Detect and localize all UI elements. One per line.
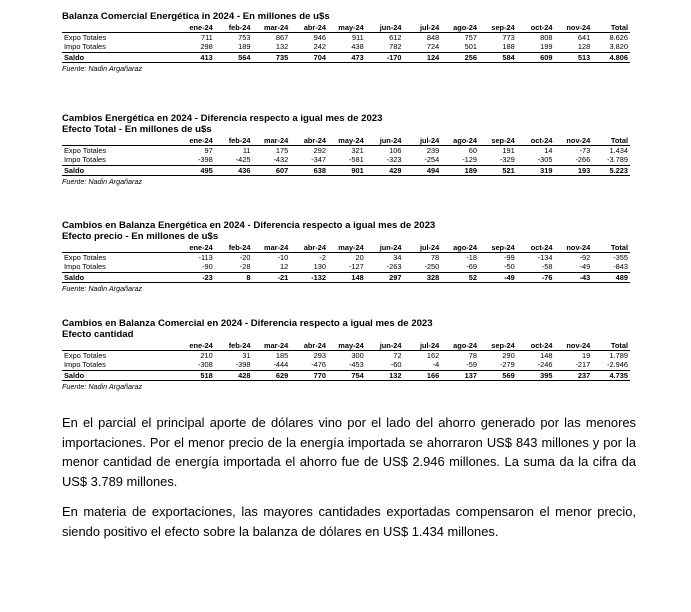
table-cell: 473 [328, 52, 366, 62]
source-note: Fuente: Nadin Argañaraz [62, 283, 143, 293]
table-cell: 4.806 [592, 52, 630, 62]
row-label: Expo Totales [64, 146, 107, 156]
table-title: Balanza Comercial Energética in 2024 - En millones de u$s [62, 11, 330, 22]
body-paragraph-2: En materia de exportaciones, las mayores cantidades exportadas compensaron el menor precio, siendo positivo el efecto sobre la balanza de dólares en US$ 1.434 millones. [62, 504, 636, 539]
header-cell-empty [62, 243, 177, 253]
table-cell: 3.820 [592, 42, 630, 52]
column-header: ene-24 [177, 243, 215, 253]
column-header: mar-24 [253, 243, 291, 253]
table-cell: 754 [328, 370, 366, 380]
table-cell: 1.434 [609, 146, 628, 156]
table-cell: 753 [238, 33, 251, 43]
table-row [62, 351, 630, 361]
column-header: ago-24 [441, 136, 479, 146]
table-cell: 629 [253, 370, 291, 380]
table-cell: 564 [215, 52, 253, 62]
data-table [62, 243, 630, 283]
table-cell: 428 [215, 370, 253, 380]
column-header: mar-24 [253, 136, 291, 146]
table-row [62, 165, 630, 175]
table-cell: 11 [242, 146, 251, 156]
table-cell: -10 [277, 253, 289, 263]
table-cell: 319 [517, 165, 555, 175]
table-cell: -250 [404, 262, 442, 272]
column-header: ene-24 [177, 23, 215, 33]
table-cell: 607 [253, 165, 291, 175]
column-header: feb-24 [215, 136, 253, 146]
table-cell: 20 [355, 253, 364, 263]
table-cell: -4 [404, 360, 442, 370]
table-cell: 78 [468, 351, 477, 361]
table-subtitle: Efecto Total - En millones de u$s [62, 124, 212, 135]
table-cell: -20 [239, 253, 251, 263]
table-cell: 242 [290, 42, 328, 52]
table-section-4 [62, 318, 630, 391]
column-header: sep-24 [479, 341, 517, 351]
table-cell: -92 [579, 253, 591, 263]
header-row [62, 136, 630, 146]
row-label: Saldo [62, 370, 177, 380]
table-cell: 189 [215, 42, 253, 52]
table-cell: -279 [479, 360, 517, 370]
table-section-2 [62, 113, 630, 186]
table-cell: -308 [177, 360, 215, 370]
table-cell: -60 [366, 360, 404, 370]
table-cell: 185 [275, 351, 289, 361]
column-header: nov-24 [555, 243, 593, 253]
table-cell: 60 [468, 146, 477, 156]
table-cell: -432 [253, 155, 291, 165]
table-cell: -329 [479, 155, 517, 165]
header-row [62, 243, 630, 253]
column-header: oct-24 [517, 341, 555, 351]
table-cell: 148 [328, 272, 366, 282]
data-table [62, 136, 630, 176]
table-cell: -69 [441, 262, 479, 272]
table-row [62, 262, 630, 272]
table-cell: 782 [366, 42, 404, 52]
table-cell: 584 [479, 52, 517, 62]
table-cell: -2 [319, 253, 326, 263]
table-cell: -18 [466, 253, 477, 263]
column-header: abr-24 [290, 243, 328, 253]
column-header: jul-24 [404, 136, 442, 146]
table-cell: 4.735 [592, 370, 630, 380]
table-cell: 501 [441, 42, 479, 52]
column-header: ago-24 [441, 341, 479, 351]
table-cell: 34 [393, 253, 402, 263]
column-header: jul-24 [404, 341, 442, 351]
table-cell: -170 [366, 52, 404, 62]
table-cell: 489 [592, 272, 630, 282]
column-header: nov-24 [555, 23, 593, 33]
column-header: may-24 [328, 136, 366, 146]
header-cell-empty [62, 23, 177, 33]
table-row [62, 146, 630, 156]
table-cell: -49 [479, 272, 517, 282]
table-cell: 609 [517, 52, 555, 62]
column-header: sep-24 [479, 136, 517, 146]
header-cell-empty [62, 341, 177, 351]
table-row [62, 360, 630, 370]
table-cell: -444 [253, 360, 291, 370]
table-cell: 518 [177, 370, 215, 380]
table-cell: 735 [253, 52, 291, 62]
table-section-3 [62, 220, 630, 293]
table-cell: 901 [328, 165, 366, 175]
column-header: Total [592, 243, 630, 253]
column-header: mar-24 [253, 23, 291, 33]
column-header: oct-24 [517, 243, 555, 253]
row-label: Saldo [62, 52, 177, 62]
table-cell: -129 [441, 155, 479, 165]
table-cell: 8.626 [609, 33, 628, 43]
table-cell: 52 [441, 272, 479, 282]
table-row [62, 155, 630, 165]
table-subtitle: Efecto precio - En millones de u$s [62, 231, 219, 242]
column-header: feb-24 [215, 341, 253, 351]
column-header: ene-24 [177, 341, 215, 351]
table-cell: -581 [328, 155, 366, 165]
table-cell: 193 [555, 165, 593, 175]
table-row [62, 272, 630, 282]
column-header: jul-24 [404, 23, 442, 33]
table-cell: 256 [441, 52, 479, 62]
table-row [62, 33, 630, 43]
body-paragraph-1: En el parcial el principal aporte de dólares vino por el lado del ahorro generado por las menores importaciones. Por el menor precio de la energía importada se ahorraron US$ 843 millones y por la menor cantidad de energía importada el ahorro fue de US$ 2.946 millones. La suma da la cifra da US$ 3.789 millones. [62, 415, 636, 489]
table-cell: 14 [544, 146, 553, 156]
table-cell: -476 [290, 360, 328, 370]
table-cell: -323 [366, 155, 404, 165]
table-cell: 413 [177, 52, 215, 62]
row-label: Saldo [62, 165, 177, 175]
table-cell: -21 [253, 272, 291, 282]
data-table [62, 23, 630, 63]
column-header: sep-24 [479, 23, 517, 33]
table-cell: -59 [441, 360, 479, 370]
table-cell: 711 [200, 33, 213, 43]
table-cell: 128 [555, 42, 593, 52]
table-cell: 175 [275, 146, 289, 156]
header-row [62, 341, 630, 351]
table-cell: -453 [328, 360, 366, 370]
table-cell: 724 [404, 42, 442, 52]
table-cell: 569 [479, 370, 517, 380]
table-title: Cambios en Balanza Comercial en 2024 - Diferencia respecto a igual mes de 2023 [62, 318, 433, 329]
column-header: Total [592, 136, 630, 146]
table-cell: -305 [517, 155, 555, 165]
column-header: feb-24 [215, 243, 253, 253]
table-cell: 132 [253, 42, 291, 52]
table-cell: 199 [517, 42, 555, 52]
table-cell: 438 [328, 42, 366, 52]
table-cell: 237 [555, 370, 593, 380]
table-title: Cambios Energética en 2024 - Diferencia respecto a igual mes de 2023 [62, 113, 383, 124]
table-cell: -398 [215, 360, 253, 370]
table-cell: 191 [502, 146, 515, 156]
table-cell: -28 [215, 262, 253, 272]
column-header: ago-24 [441, 23, 479, 33]
column-header: oct-24 [517, 23, 555, 33]
row-label: Impo Totales [62, 262, 177, 272]
table-cell: 8 [215, 272, 253, 282]
table-cell: 321 [351, 146, 364, 156]
table-cell: -355 [613, 253, 628, 263]
table-cell: 12 [253, 262, 291, 272]
source-note: Fuente: Nadin Argañaraz [62, 63, 143, 73]
row-label: Impo Totales [62, 360, 177, 370]
table-cell: 521 [479, 165, 517, 175]
table-cell: 166 [404, 370, 442, 380]
table-cell: -398 [177, 155, 215, 165]
column-header: oct-24 [517, 136, 555, 146]
table-cell: -843 [592, 262, 630, 272]
table-cell: 78 [431, 253, 440, 263]
table-cell: 72 [393, 351, 402, 361]
table-subtitle: Efecto cantidad [62, 329, 134, 340]
table-row [62, 370, 630, 380]
table-cell: -134 [537, 253, 553, 263]
table-cell: -254 [404, 155, 442, 165]
table-cell: -132 [290, 272, 328, 282]
table-cell: -90 [177, 262, 215, 272]
table-cell: 290 [502, 351, 515, 361]
table-row [62, 52, 630, 62]
table-title: Cambios en Balanza Energética en 2024 - Diferencia respecto a igual mes de 2023 [62, 220, 436, 231]
row-label: Impo Totales [62, 42, 177, 52]
row-label: Expo Totales [64, 33, 107, 43]
column-header: may-24 [328, 243, 366, 253]
column-header: may-24 [328, 23, 366, 33]
table-cell: 808 [540, 33, 553, 43]
table-cell: 97 [204, 146, 213, 156]
column-header: jun-24 [366, 243, 404, 253]
column-header: may-24 [328, 341, 366, 351]
table-cell: 293 [313, 351, 326, 361]
table-cell: -113 [198, 253, 213, 263]
table-cell: -58 [517, 262, 555, 272]
column-header: nov-24 [555, 341, 593, 351]
column-header: jun-24 [366, 136, 404, 146]
column-header: Total [592, 341, 630, 351]
row-label: Expo Totales [64, 351, 107, 361]
table-cell: -217 [555, 360, 593, 370]
table-cell: -263 [366, 262, 404, 272]
table-cell: -3.789 [592, 155, 630, 165]
table-cell: -266 [555, 155, 593, 165]
table-cell: 189 [441, 165, 479, 175]
column-header: ene-24 [177, 136, 215, 146]
table-cell: 5.223 [592, 165, 630, 175]
column-header: nov-24 [555, 136, 593, 146]
table-cell: 946 [313, 33, 326, 43]
table-cell: 704 [290, 52, 328, 62]
table-cell: -2.946 [592, 360, 630, 370]
table-cell: 867 [275, 33, 289, 43]
table-cell: 429 [366, 165, 404, 175]
table-cell: -347 [290, 155, 328, 165]
source-note: Fuente: Nadin Argañaraz [62, 381, 143, 391]
row-label: Impo Totales [62, 155, 177, 165]
table-cell: 148 [540, 351, 553, 361]
table-cell: 757 [464, 33, 477, 43]
column-header: abr-24 [290, 136, 328, 146]
column-header: feb-24 [215, 23, 253, 33]
table-cell: -43 [555, 272, 593, 282]
table-cell: 911 [351, 33, 364, 43]
table-cell: 132 [366, 370, 404, 380]
data-table [62, 341, 630, 381]
table-cell: 188 [479, 42, 517, 52]
table-cell: -23 [177, 272, 215, 282]
table-cell: 297 [366, 272, 404, 282]
table-cell: -49 [555, 262, 593, 272]
table-cell: -127 [328, 262, 366, 272]
table-cell: 848 [426, 33, 440, 43]
table-cell: -50 [479, 262, 517, 272]
table-cell: 513 [555, 52, 593, 62]
table-cell: 31 [242, 351, 251, 361]
table-cell: 395 [517, 370, 555, 380]
table-row [62, 42, 630, 52]
column-header: mar-24 [253, 341, 291, 351]
table-cell: -425 [215, 155, 253, 165]
table-cell: -76 [517, 272, 555, 282]
table-section-1 [62, 11, 630, 73]
column-header: jun-24 [366, 341, 404, 351]
table-cell: 1.789 [609, 351, 628, 361]
table-cell: 770 [290, 370, 328, 380]
row-label: Expo Totales [64, 253, 107, 263]
column-header: sep-24 [479, 243, 517, 253]
table-cell: -246 [517, 360, 555, 370]
table-cell: 495 [177, 165, 215, 175]
column-header: Total [592, 23, 630, 33]
table-cell: 638 [290, 165, 328, 175]
table-cell: 210 [200, 351, 213, 361]
header-row [62, 23, 630, 33]
column-header: abr-24 [290, 23, 328, 33]
table-cell: 124 [404, 52, 442, 62]
table-row [62, 253, 630, 263]
table-cell: 137 [441, 370, 479, 380]
table-cell: 239 [426, 146, 440, 156]
table-cell: -73 [579, 146, 591, 156]
table-cell: 19 [582, 351, 591, 361]
column-header: abr-24 [290, 341, 328, 351]
table-cell: -99 [504, 253, 515, 263]
table-cell: 298 [177, 42, 215, 52]
table-cell: 641 [577, 33, 591, 43]
column-header: jul-24 [404, 243, 442, 253]
table-cell: 436 [215, 165, 253, 175]
row-label: Saldo [62, 272, 177, 282]
table-cell: 300 [351, 351, 364, 361]
table-cell: 328 [404, 272, 442, 282]
table-cell: 612 [389, 33, 402, 43]
column-header: jun-24 [366, 23, 404, 33]
table-cell: 292 [313, 146, 326, 156]
table-cell: 162 [426, 351, 440, 361]
table-cell: 106 [389, 146, 402, 156]
table-cell: 773 [502, 33, 515, 43]
table-cell: 494 [404, 165, 442, 175]
column-header: ago-24 [441, 243, 479, 253]
table-cell: 130 [290, 262, 328, 272]
source-note: Fuente: Nadin Argañaraz [62, 176, 143, 186]
header-cell-empty [62, 136, 177, 146]
